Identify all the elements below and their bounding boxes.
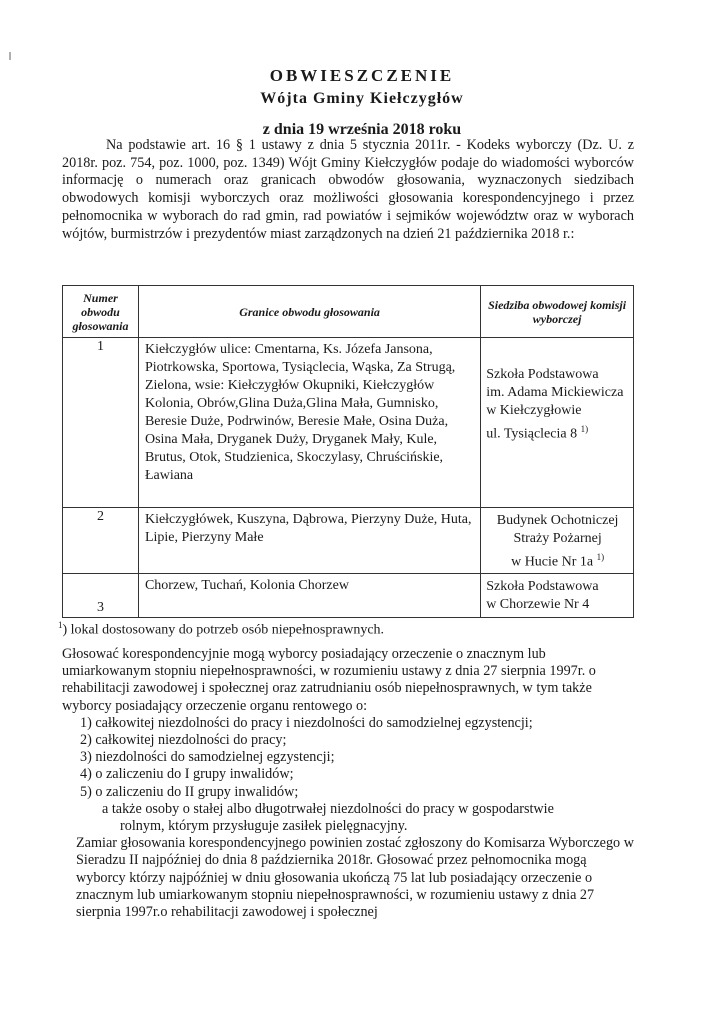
- circuit-number: 1: [63, 338, 139, 508]
- footnote-ref: 1): [580, 424, 589, 434]
- document-date: z dnia 19 września 2018 roku: [262, 121, 462, 138]
- table-footnote: [58, 620, 384, 639]
- header-seat: Siedziba obwodowej komisji wyborczej: [481, 286, 634, 338]
- table-row: [63, 573, 634, 617]
- footnote-text: ) lokal dostosowany do potrzeb osób niepełnosprawnych.: [62, 622, 385, 638]
- header-bounds: Granice obwodu głosowania: [138, 286, 480, 338]
- footnote-ref: 1): [596, 552, 605, 562]
- body-paragraph: Głosować korespondencyjnie mogą wyborcy posiadający orzeczenie o znacznym lub umiarkowanym stopniu niepełnosprawności, w rozumieniu ustawy z dnia 27 sierpnia 1997r. o rehabilitacji zawodowej i społecznej oraz zatrudnianiu osób niepełnosprawnych, w tym także wyborcy posiadający orzeczenie organu rentowego o:: [62, 646, 596, 714]
- table-header-row: [63, 286, 634, 338]
- list-item: 4) o zaliczeniu do I grupy inwalidów;: [80, 766, 294, 783]
- table-row: [63, 508, 634, 574]
- circuit-seat: Budynek Ochotniczej Straży Pożarnej w Hucie Nr 1a $^{1)}$: [481, 508, 634, 574]
- header-number: Numer obwodu głosowania: [63, 286, 139, 338]
- body-text: [62, 646, 634, 921]
- body-also-line: a także osoby o stałej albo długotrwałej niezdolności do pracy w gospodarstwie: [102, 800, 554, 817]
- circuit-number: 2: [63, 508, 139, 574]
- table-row: [63, 338, 634, 508]
- list-item: 5) o zaliczeniu do II grupy inwalidów;: [80, 783, 299, 800]
- circuits-table: [62, 285, 634, 618]
- document-subtitle: Wójta Gminy Kiełczygłów: [260, 90, 464, 107]
- scan-mark: [9, 52, 11, 60]
- circuit-bounds: Chorzew, Tuchań, Kolonia Chorzew: [138, 573, 480, 617]
- circuit-number: 3: [63, 573, 139, 617]
- circuit-seat: Szkoła Podstawowa im. Adama Mickiewicza w Kiełczygłowie ul. Tysiąclecia 8 $^{1)}$: [481, 338, 634, 508]
- body-also-line: rolnym, którym przysługuje zasiłek pielęgnacyjny.: [120, 818, 408, 835]
- footnote-mark: 1: [58, 620, 63, 630]
- conditions-list: [62, 715, 634, 801]
- circuit-bounds: Kiełczygłów ulice: Cmentarna, Ks. Józefa Jansona, Piotrkowska, Sportowa, Tysiąclecia, Wąska, Za Strugą, Zielona, wsie: Kiełczygłów Okupniki, Kiełczygłów Kolonia, Obrów,Glina Duża,Glina Mała, Gumnisko, Beresie Duże, Podrwinów, Beresie Małe, Osina Duża, Osina Mała, Dryganek Duży, Dryganek Mały, Kule, Brutus, Otok, Studzienica, Skoczylasy, Chruścińskie, Ławiana: [138, 338, 480, 508]
- intro-paragraph: Na podstawie art. 16 § 1 ustawy z dnia 5 stycznia 2011r. - Kodeks wyborczy (Dz. U. z 2018r. poz. 754, poz. 1000, poz. 1349) Wójt Gminy Kiełczygłów podaje do wiadomości wyborców informację o numerach oraz granicach obwodów głosowania, wyznaczonych siedzibach obwodowych komisji wyborczych oraz możliwości głosowania korespondencyjnego i przez pełnomocnika w wyborach do rad gmin, rad powiatów i sejmików województw oraz w wyborach wójtów, burmistrzów i prezydentów miast zarządzonych na dzień 21 października 2018 r.:: [62, 137, 634, 242]
- list-item: 2) całkowitej niezdolności do pracy;: [80, 732, 287, 749]
- document-title: OBWIESZCZENIE: [269, 66, 455, 85]
- list-item: 3) niezdolności do samodzielnej egzystencji;: [80, 749, 335, 766]
- list-item: 1) całkowitej niezdolności do pracy i niezdolności do samodzielnej egzystencji;: [80, 714, 533, 731]
- circuit-bounds: Kiełczygłówek, Kuszyna, Dąbrowa, Pierzyny Duże, Huta, Lipie, Pierzyny Małe: [138, 508, 480, 574]
- body-paragraph: Zamiar głosowania korespondencyjnego powinien zostać zgłoszony do Komisarza Wyborczego w Sieradzu II najpóźniej do dnia 8 października 2018r. Głosować przez pełnomocnika mogą wyborcy którzy najpóźniej w dniu głosowania ukończą 75 lat lub posiadający orzeczenie o znacznym lub umiarkowanym stopniu niepełnosprawności, w rozumieniu ustawy z dnia 27 sierpnia 1997r.o rehabilitacji zawodowej i społecznej: [76, 835, 634, 921]
- circuit-seat: Szkoła Podstawowa w Chorzewie Nr 4: [481, 573, 634, 617]
